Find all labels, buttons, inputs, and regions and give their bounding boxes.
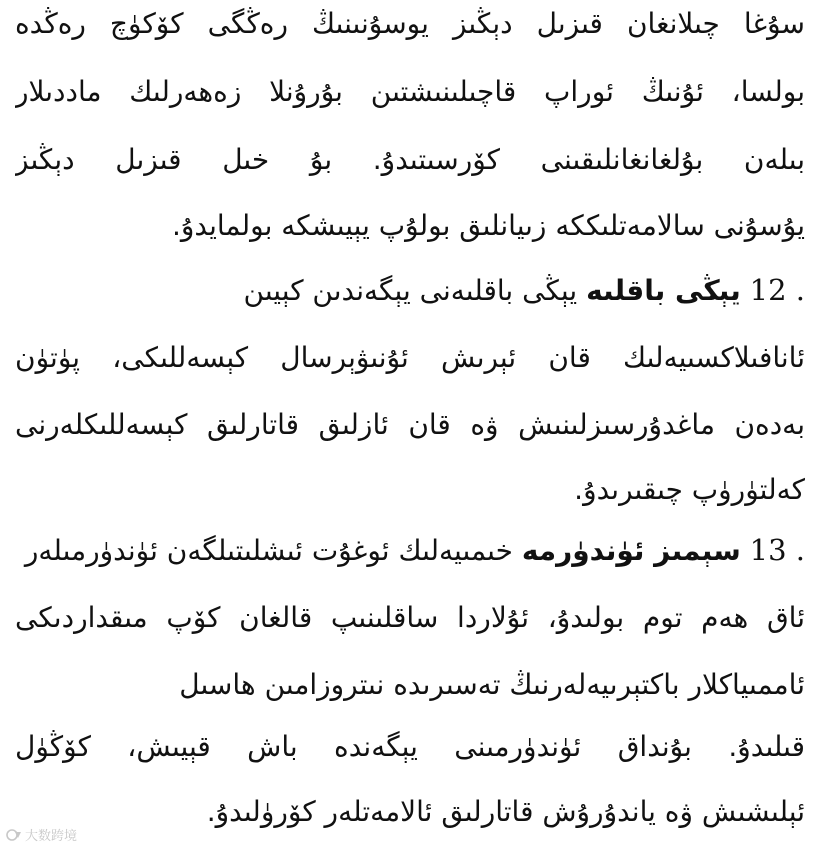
item-text: خىمىيەلىك ئوغۇت ئىشلىتىلگەن ئۈندۈرمىلەر (24, 534, 513, 567)
text-line: يۇسۇنى سالامەتلىككە زىيانلىق بولۇپ يېيىشكە بولمايدۇ. (171, 209, 805, 242)
text-line: ئانافىلاكسىيەلىك قان ئېرىش ئۇنىۋېرسال كېسەللىكى، پۈتۈن (15, 341, 805, 374)
text-line: سۇغا چىلانغان قىزىل دېڭىز يوسۇنىنىڭ رەڭگى كۆكۈچ رەڭدە (15, 7, 805, 40)
item-term: سېمىز ئۈندۈرمە (521, 534, 741, 567)
text-line: ئاممىياكلار باكتېرىيەلەرنىڭ تەسىرىدە نىتروزامىن ھاسىل (179, 668, 805, 701)
item-term: يېڭى باقلىه (586, 274, 741, 307)
text-line: كەلتۈرۈپ چىقىرىدۇ. (574, 473, 805, 506)
text-line: ئاق ھەم توم بولىدۇ، ئۇلاردا ساقلىنىپ قالغان كۆپ مىقداردىكى (15, 601, 805, 634)
text-line: بىلەن بۇلغانغانلىقىنى كۆرسىتىدۇ. بۇ خىل قىزىل دېڭىز (15, 143, 805, 176)
watermark (6, 825, 77, 844)
item-number: 13 . (749, 533, 805, 567)
text-line: قىلىدۇ. بۇنداق ئۈندۈرمىنى يېگەندە باش قېيىش، كۆڭۈل (15, 730, 805, 763)
item-heading-line (15, 270, 805, 311)
brand-logo-icon (6, 828, 22, 842)
text-line: ئېلىشىش ۋە ياندۇرۇش قاتارلىق ئالامەتلەر كۆرۈلىدۇ. (206, 795, 805, 828)
text-line: بولسا، ئۇنىڭ ئوراپ قاچىلىنىشتىن بۇرۇنلا زەھەرلىك ماددىلار (15, 75, 805, 108)
item-text: يېڭى باقلىەنى يېگەندىن كېيىن (243, 274, 578, 307)
item-heading-line (15, 530, 805, 571)
text-line: بەدەن ماغدۇرسىزلىنىش ۋە قان ئازلىق قاتارلىق كېسەللىكلەرنى (15, 408, 805, 441)
watermark-text: 大数跨境 (25, 829, 78, 844)
item-number: 12 . (749, 273, 805, 307)
